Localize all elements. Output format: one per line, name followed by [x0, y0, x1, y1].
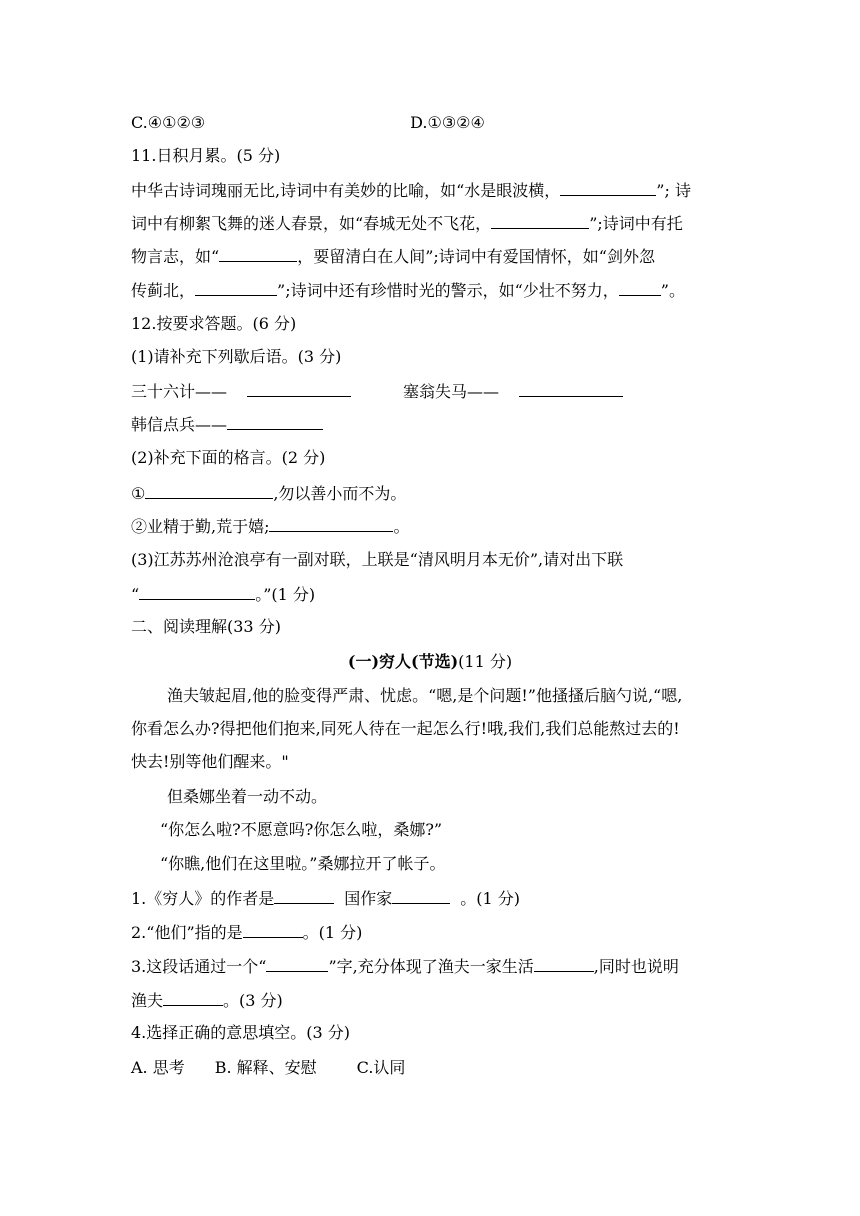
passage-para-6: “你瞧,他们在这里啦。”桑娜拉开了帐子。	[160, 854, 446, 873]
answer-blank[interactable]	[274, 887, 334, 904]
reading-q4-options	[131, 1057, 405, 1079]
passage-para-1: 渔夫皱起眉,他的脸变得严肃、忧虑。“嗯,是个问题!”他搔搔后脑勺说,“嗯,	[167, 686, 683, 705]
q12-part-3-answer: “ 。”(1 分)	[131, 585, 316, 604]
answer-blank[interactable]	[619, 279, 661, 296]
reading-q3: 3.这段话通过一个“ ”字,充分体现了渔夫一家生活 ,同时也说明	[131, 957, 679, 976]
q11-line-4: 传蓟北， ”;诗词中还有珍惜时光的警示，如“少壮不努力， ”。	[131, 281, 685, 300]
passage-para-5: “你怎么啦?不愿意吗?你怎么啦，桑娜?”	[160, 820, 443, 839]
reading-q3-cont: 渔夫 。(3 分)	[131, 991, 283, 1010]
q10-options	[131, 112, 485, 134]
q11-title: 11.日积月累。(5 分)	[131, 146, 281, 165]
answer-blank[interactable]	[560, 179, 656, 196]
section-2-title: 二、阅读理解(33 分)	[131, 617, 281, 636]
answer-blank[interactable]	[145, 482, 273, 499]
q11-line-1: 中华古诗词瑰丽无比,诗词中有美妙的比喻，如“水是眼波横， ”; 诗	[131, 181, 691, 200]
option-b: B. 解释、安慰	[214, 1058, 317, 1077]
answer-blank[interactable]	[227, 413, 323, 430]
option-d: D.①③②④	[410, 113, 485, 132]
option-c: C.认同	[356, 1058, 406, 1077]
q12-part-3: (3)江苏苏州沧浪亭有一副对联，上联是“清风明月本无价”,请对出下联	[131, 550, 624, 569]
motto-2: ②业精于勤,荒于嬉; 。	[131, 517, 410, 536]
answer-blank[interactable]	[534, 955, 594, 972]
reading-q1: 1.《穷人》的作者是 国作家 。(1 分)	[131, 889, 521, 908]
passage-para-2: 你看怎么办?得把他们抱来,同死人待在一起怎么行!哦,我们,我们总能熬过去的!	[131, 719, 680, 738]
answer-blank[interactable]	[491, 212, 589, 229]
reading-q4: 4.选择正确的意思填空。(3 分)	[131, 1023, 351, 1042]
xiehouyu-row-1: 三十六计—— 塞翁失马——	[131, 380, 623, 403]
q11-line-2: 词中有柳絮飞舞的迷人春景，如“春城无处不飞花， ”;诗词中有托	[131, 214, 683, 233]
option-c: C.④①②③	[131, 113, 206, 132]
answer-blank[interactable]	[247, 380, 351, 397]
reading-q2: 2.“他们”指的是 。(1 分)	[131, 923, 363, 942]
xiehouyu-row-2: 韩信点兵——	[131, 413, 323, 436]
passage-para-3: 快去!别等他们醒来。"	[131, 752, 289, 771]
answer-blank[interactable]	[243, 921, 303, 938]
answer-blank[interactable]	[269, 515, 393, 532]
answer-blank[interactable]	[519, 380, 623, 397]
answer-blank[interactable]	[392, 887, 450, 904]
option-a: A. 思考	[131, 1058, 185, 1077]
passage-title: (一)穷人(节选)(11 分)	[347, 652, 513, 671]
q12-part-1: (1)请补充下列歇后语。(3 分)	[131, 347, 342, 366]
motto-1: ① ,勿以善小而不为。	[131, 484, 407, 503]
answer-blank[interactable]	[219, 245, 297, 262]
q12-title: 12.按要求答题。(6 分)	[131, 314, 297, 333]
answer-blank[interactable]	[139, 583, 255, 600]
q11-line-3: 物言志，如“ ，要留清白在人间”;诗词中有爱国情怀，如“剑外忽	[131, 247, 655, 266]
passage-para-4: 但桑娜坐着一动不动。	[167, 787, 328, 806]
answer-blank[interactable]	[163, 989, 223, 1006]
answer-blank[interactable]	[195, 279, 277, 296]
answer-blank[interactable]	[266, 955, 328, 972]
q12-part-2: (2)补充下面的格言。(2 分)	[131, 448, 326, 467]
